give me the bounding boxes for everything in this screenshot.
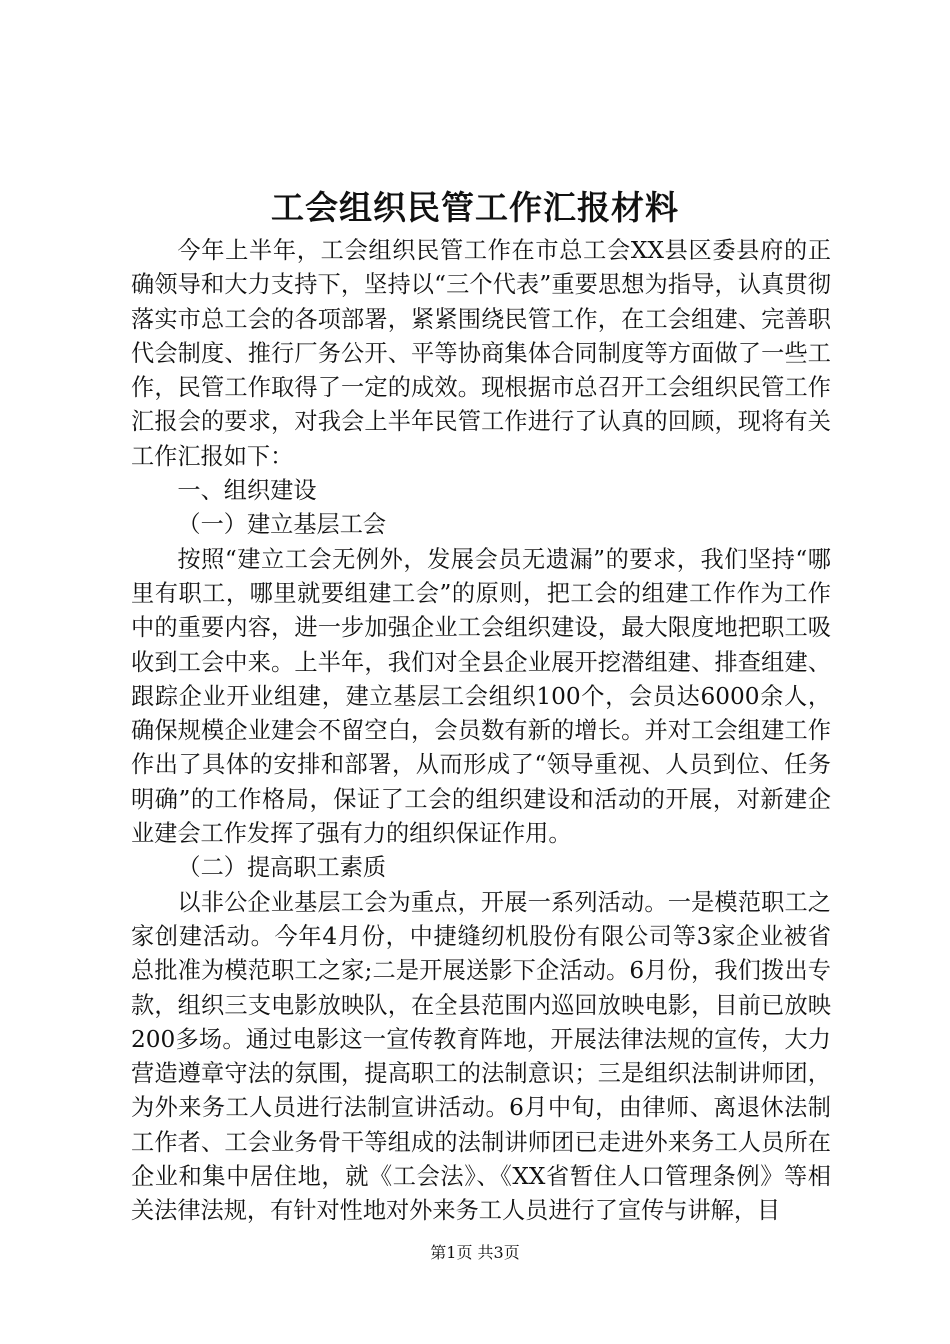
subsection-heading-worker-quality: （二）提高职工素质 — [177, 854, 387, 882]
section-heading-organization: 一、组织建设 — [177, 477, 317, 505]
intro-paragraph: 今年上半年，工会组织民管工作在市总工会XX县区委县府的正确领导和大力支持下，坚持以“三个代表”重要思想为指导，认真贯彻落实市总工会的各项部署，紧紧围绕民管工作，在工会组建、完善职代会制度、推行厂务公开、平等协商集体合同制度等方面做了一些工作，民管工作取得了一定的成效。现根据市总召开工会组织民管工作汇报会的要求，对我会上半年民管工作进行了认真的回顾，现将有关工作汇报如下： — [131, 237, 831, 470]
page-title: 工会组织民管工作汇报材料 — [271, 188, 679, 227]
worker-quality-paragraph: 以非公企业基层工会为重点，开展一系列活动。一是模范职工之家创建活动。今年4月份，中捷缝纫机股份有限公司等3家企业被省总批准为模范职工之家;二是开展送影下企活动。6月份，我们拨出专款，组织三支电影放映队，在全县范围内巡回放映电影，目前已放映200多场。通过电影这一宣传教育阵地，开展法律法规的宣传，大力营造遵章守法的氛围，提高职工的法制意识；三是组织法制讲师团，为外来务工人员进行法制宣讲活动。6月中旬，由律师、离退休法制工作者、工会业务骨干等组成的法制讲师团已走进外来务工人员所在企业和集中居住地，就《工会法》、《XX省暂住人口管理条例》等相关法律法规，有针对性地对外来务工人员进行了宣传与讲解，目 — [131, 888, 831, 1225]
document-body — [131, 234, 831, 1229]
grassroots-union-paragraph: 按照“建立工会无例外，发展会员无遗漏”的要求，我们坚持“哪里有职工，哪里就要组建工会”的原则，把工会的组建工作作为工作中的重要内容，进一步加强企业工会组织建设，最大限度地把职工吸收到工会中来。上半年，我们对全县企业展开挖潜组建、排查组建、跟踪企业开业组建，建立基层工会组织100个，会员达6000余人，确保规模企业建会不留空白，会员数有新的增长。并对工会组建工作作出了具体的安排和部署，从而形成了“领导重视、人员到位、任务明确”的工作格局，保证了工会的组织建设和活动的开展，对新建企业建会工作发挥了强有力的组织保证作用。 — [131, 545, 831, 848]
page-number-footer: 第1页 共3页 — [430, 1243, 520, 1262]
subsection-heading-grassroots-union: （一）建立基层工会 — [177, 511, 387, 539]
